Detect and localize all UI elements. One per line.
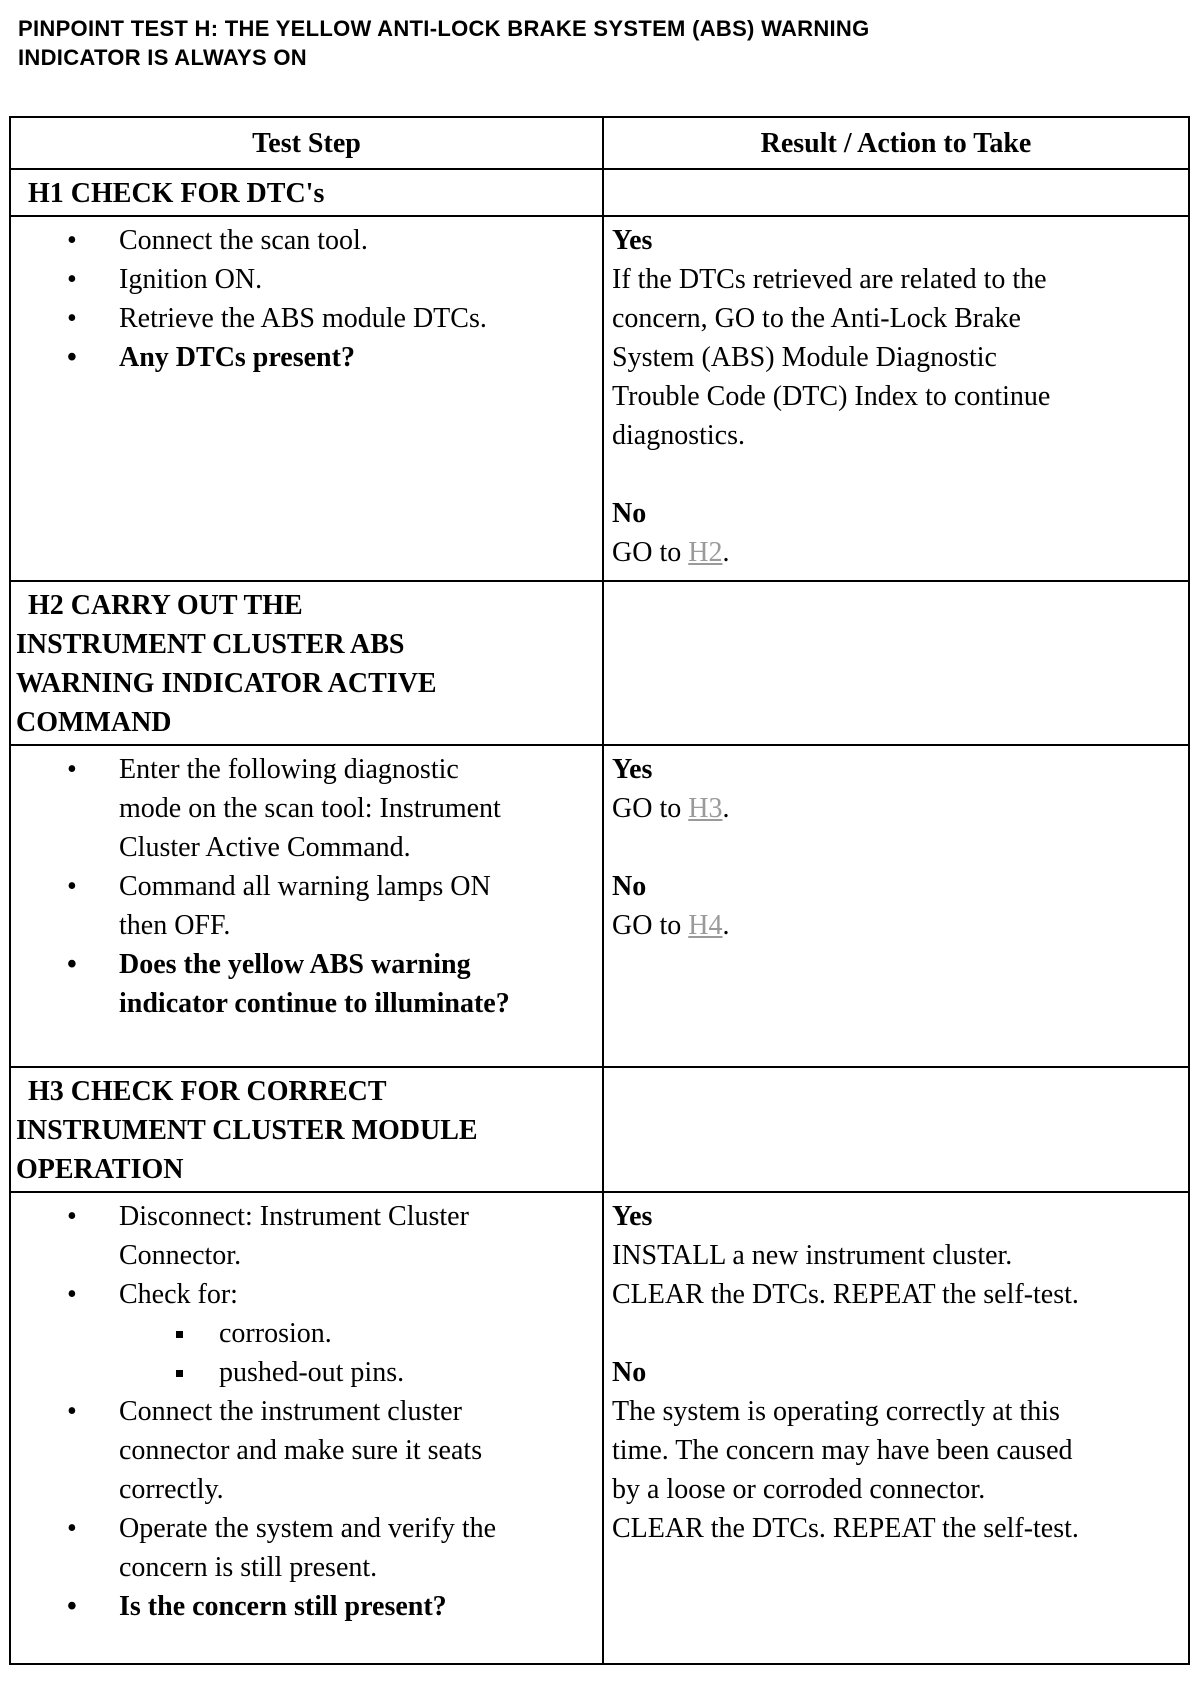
step-heading-result-empty <box>603 1067 1189 1192</box>
list-item: • Ignition ON. <box>119 260 602 299</box>
step-body-row-h2 <box>10 745 1189 1067</box>
yes-label: Yes <box>612 754 653 785</box>
yes-label: Yes <box>612 225 653 256</box>
link-h3[interactable]: H3 <box>688 793 723 824</box>
link-h2[interactable]: H2 <box>688 537 723 568</box>
list-item: • Check for: corrosion. pushed-out pins. <box>119 1275 602 1392</box>
step-instructions-h2 <box>10 745 603 1067</box>
step-body-row-h1 <box>10 216 1189 581</box>
no-label: No <box>612 871 647 902</box>
sub-list-item: corrosion. <box>219 1314 602 1353</box>
step-instructions-h1 <box>10 216 603 581</box>
step-heading-result-empty <box>603 169 1189 216</box>
pinpoint-test-table <box>9 116 1190 1665</box>
step-heading-result-empty <box>603 581 1189 745</box>
step-heading-h1: H1 CHECK FOR DTC's <box>10 169 603 216</box>
header-result-action: Result / Action to Take <box>603 117 1189 169</box>
table-header-row <box>10 117 1189 169</box>
no-label: No <box>612 1357 647 1388</box>
step-heading-row-h1 <box>10 169 1189 216</box>
list-item: • Command all warning lamps ON then OFF. <box>119 867 602 945</box>
list-item: • Operate the system and verify the concern is still present. <box>119 1509 602 1587</box>
step-heading-row-h2 <box>10 581 1189 745</box>
step-result-h2: Yes GO to H3. No GO to H4. <box>603 745 1189 1067</box>
page-title <box>18 14 1178 72</box>
step-question: • Any DTCs present? <box>119 338 602 377</box>
step-body-row-h3 <box>10 1192 1189 1664</box>
list-item: • Connect the instrument cluster connector and make sure it seats correctly. <box>119 1392 602 1509</box>
title-line-1: PINPOINT TEST H: THE YELLOW ANTI-LOCK BRAKE SYSTEM (ABS) WARNING <box>18 16 870 41</box>
header-test-step: Test Step <box>10 117 603 169</box>
list-item: • Retrieve the ABS module DTCs. <box>119 299 602 338</box>
sub-list-item: pushed-out pins. <box>219 1353 602 1392</box>
no-label: No <box>612 498 647 529</box>
list-item: • Connect the scan tool. <box>119 221 602 260</box>
step-heading-row-h3 <box>10 1067 1189 1192</box>
list-item: • Disconnect: Instrument Cluster Connector. <box>119 1197 602 1275</box>
yes-label: Yes <box>612 1201 653 1232</box>
list-item: • Enter the following diagnostic mode on the scan tool: Instrument Cluster Active Command. <box>119 750 602 867</box>
step-heading-h3: H3 CHECK FOR CORRECT INSTRUMENT CLUSTER MODULE OPERATION <box>10 1067 603 1192</box>
step-result-h1: Yes If the DTCs retrieved are related to the concern, GO to the Anti-Lock Brake System (ABS) Module Diagnostic Trouble Code (DTC) Index to continue diagnostics. No GO to H2. <box>603 216 1189 581</box>
title-line-2: INDICATOR IS ALWAYS ON <box>18 45 307 70</box>
step-question: • Does the yellow ABS warning indicator continue to illuminate? <box>119 945 602 1023</box>
link-h4[interactable]: H4 <box>688 910 723 941</box>
step-instructions-h3 <box>10 1192 603 1664</box>
step-question: • Is the concern still present? <box>119 1587 602 1626</box>
step-heading-h2: H2 CARRY OUT THE INSTRUMENT CLUSTER ABS WARNING INDICATOR ACTIVE COMMAND <box>10 581 603 745</box>
step-result-h3: Yes INSTALL a new instrument cluster. CLEAR the DTCs. REPEAT the self-test. No The system is operating correctly at this time. The concern may have been caused by a loose or corroded connector. CLEAR the DTCs. REPEAT the self-test. <box>603 1192 1189 1664</box>
